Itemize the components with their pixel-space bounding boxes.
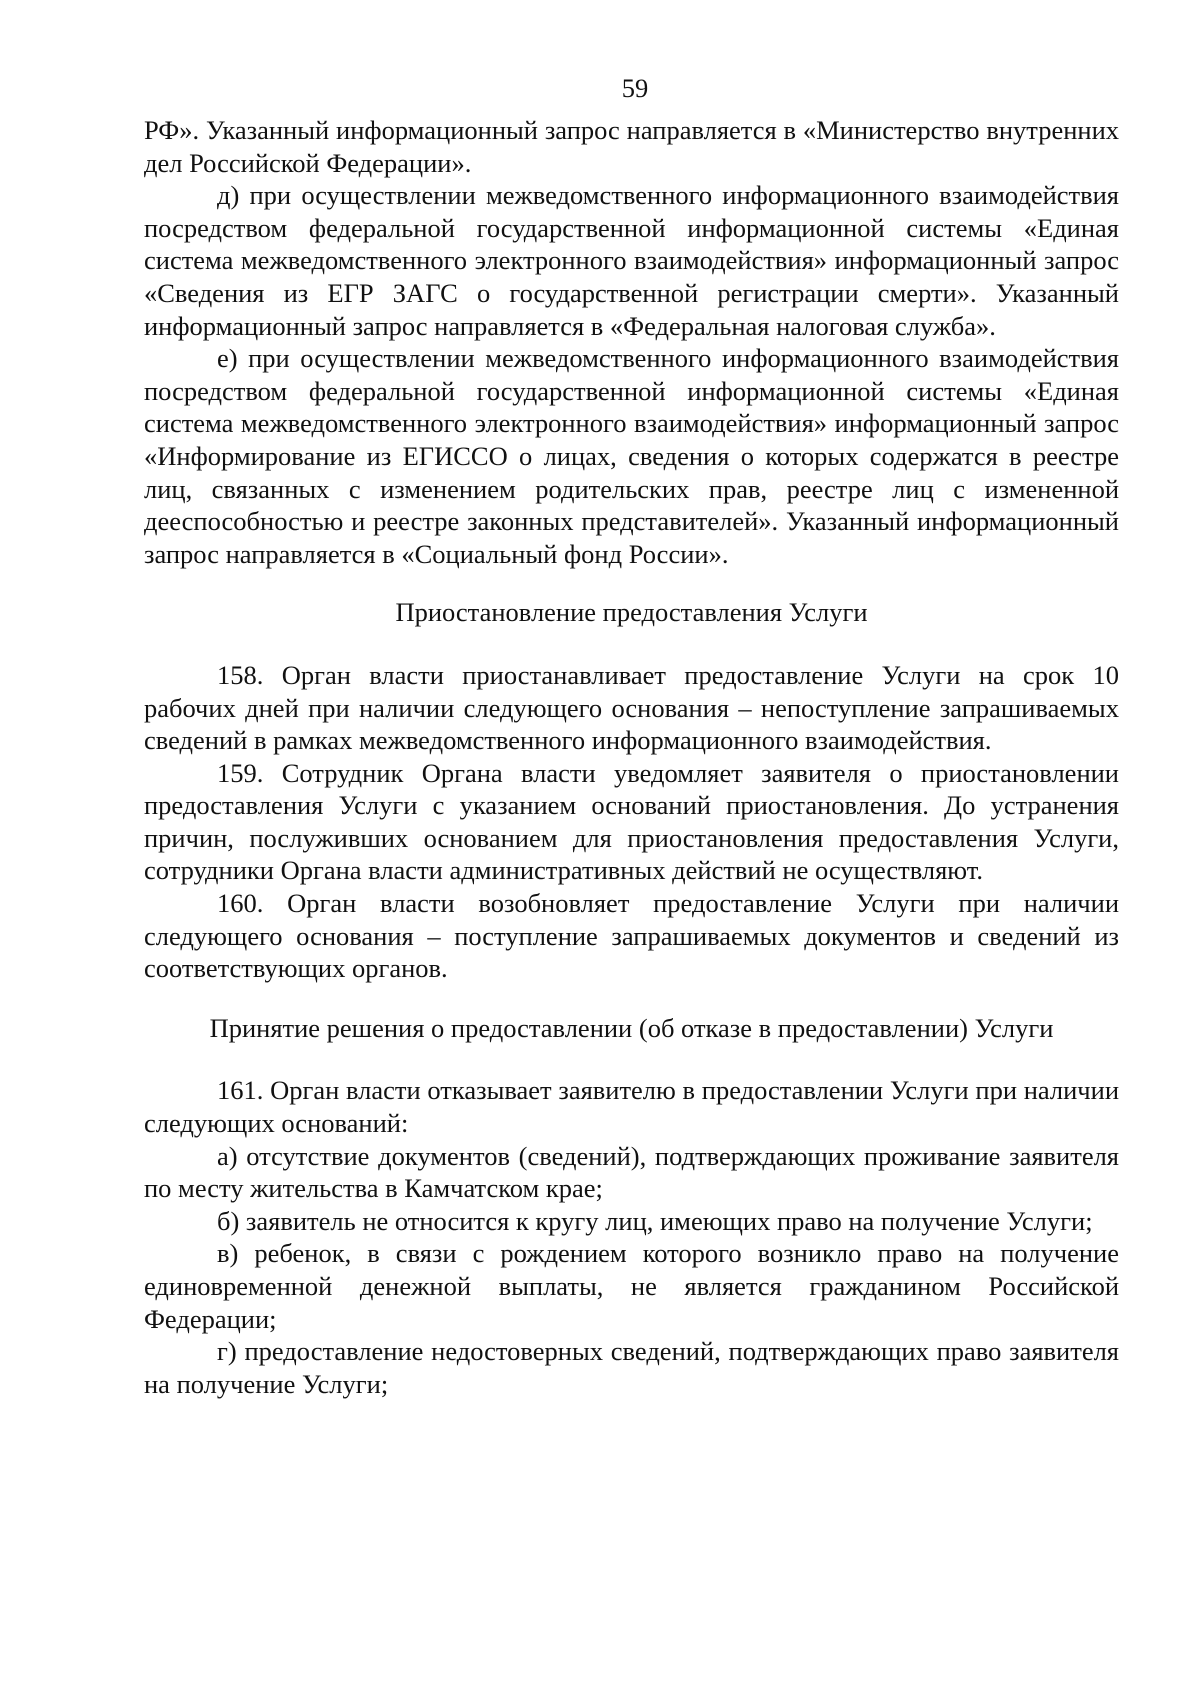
- paragraph-161-v: в) ребенок, в связи с рождением которого возникло право на получение единовременной денежной выплаты, не является гражданином Российской Федерации;: [144, 1238, 1119, 1334]
- section-heading-decision: Принятие решения о предоставлении (об отказе в предоставлении) Услуги: [209, 1012, 1054, 1043]
- paragraph-161-b: б) заявитель не относится к кругу лиц, имеющих право на получение Услуги;: [217, 1205, 1093, 1236]
- paragraph-161-a: а) отсутствие документов (сведений), подтверждающих проживание заявителя по месту жительства в Камчатском крае;: [144, 1140, 1119, 1204]
- document-body: [144, 114, 1119, 1400]
- paragraph-161: 161. Орган власти отказывает заявителю в предоставлении Услуги при наличии следующих оснований:: [144, 1075, 1119, 1139]
- paragraph-item-e: е) при осуществлении межведомственного информационного взаимодействия посредством федеральной государственной информационной системы «Единая система межведомственного электронного взаимодействия» информационный запрос «Информирование из ЕГИССО о лицах, сведения о которых содержатся в реестре лиц, связанных с изменением родительских прав, реестре лиц с измененной дееспособностью и реестре законных представителей». Указанный информационный запрос направляется в «Социальный фонд России».: [144, 343, 1119, 569]
- paragraph-160: 160. Орган власти возобновляет предоставление Услуги при наличии следующего основания – поступление запрашиваемых документов и сведений из соответствующих органов.: [144, 888, 1119, 984]
- paragraph-continuation: РФ». Указанный информационный запрос направляется в «Министерство внутренних дел Российской Федерации».: [144, 115, 1119, 178]
- section-heading-suspension: Приостановление предоставления Услуги: [395, 597, 868, 628]
- paragraph-159: 159. Сотрудник Органа власти уведомляет заявителя о приостановлении предоставления Услуги с указанием оснований приостановления. До устранения причин, послуживших основанием для приостановления предоставления Услуги, сотрудники Органа власти административных действий не осуществляют.: [144, 757, 1119, 886]
- paragraph-161-g: г) предоставление недостоверных сведений, подтверждающих право заявителя на получение Услуги;: [144, 1336, 1119, 1399]
- paragraph-item-d: д) при осуществлении межведомственного информационного взаимодействия посредством федеральной государственной информационной системы «Единая система межведомственного электронного взаимодействия» информационный запрос «Сведения из ЕГР ЗАГС о государственной регистрации смерти». Указанный информационный запрос направляется в «Федеральная налоговая служба».: [144, 180, 1119, 341]
- paragraph-158: 158. Орган власти приостанавливает предоставление Услуги на срок 10 рабочих дней при наличии следующего основания – непоступление запрашиваемых сведений в рамках межведомственного информационного взаимодействия.: [144, 659, 1119, 756]
- page-number: 59: [621, 73, 649, 103]
